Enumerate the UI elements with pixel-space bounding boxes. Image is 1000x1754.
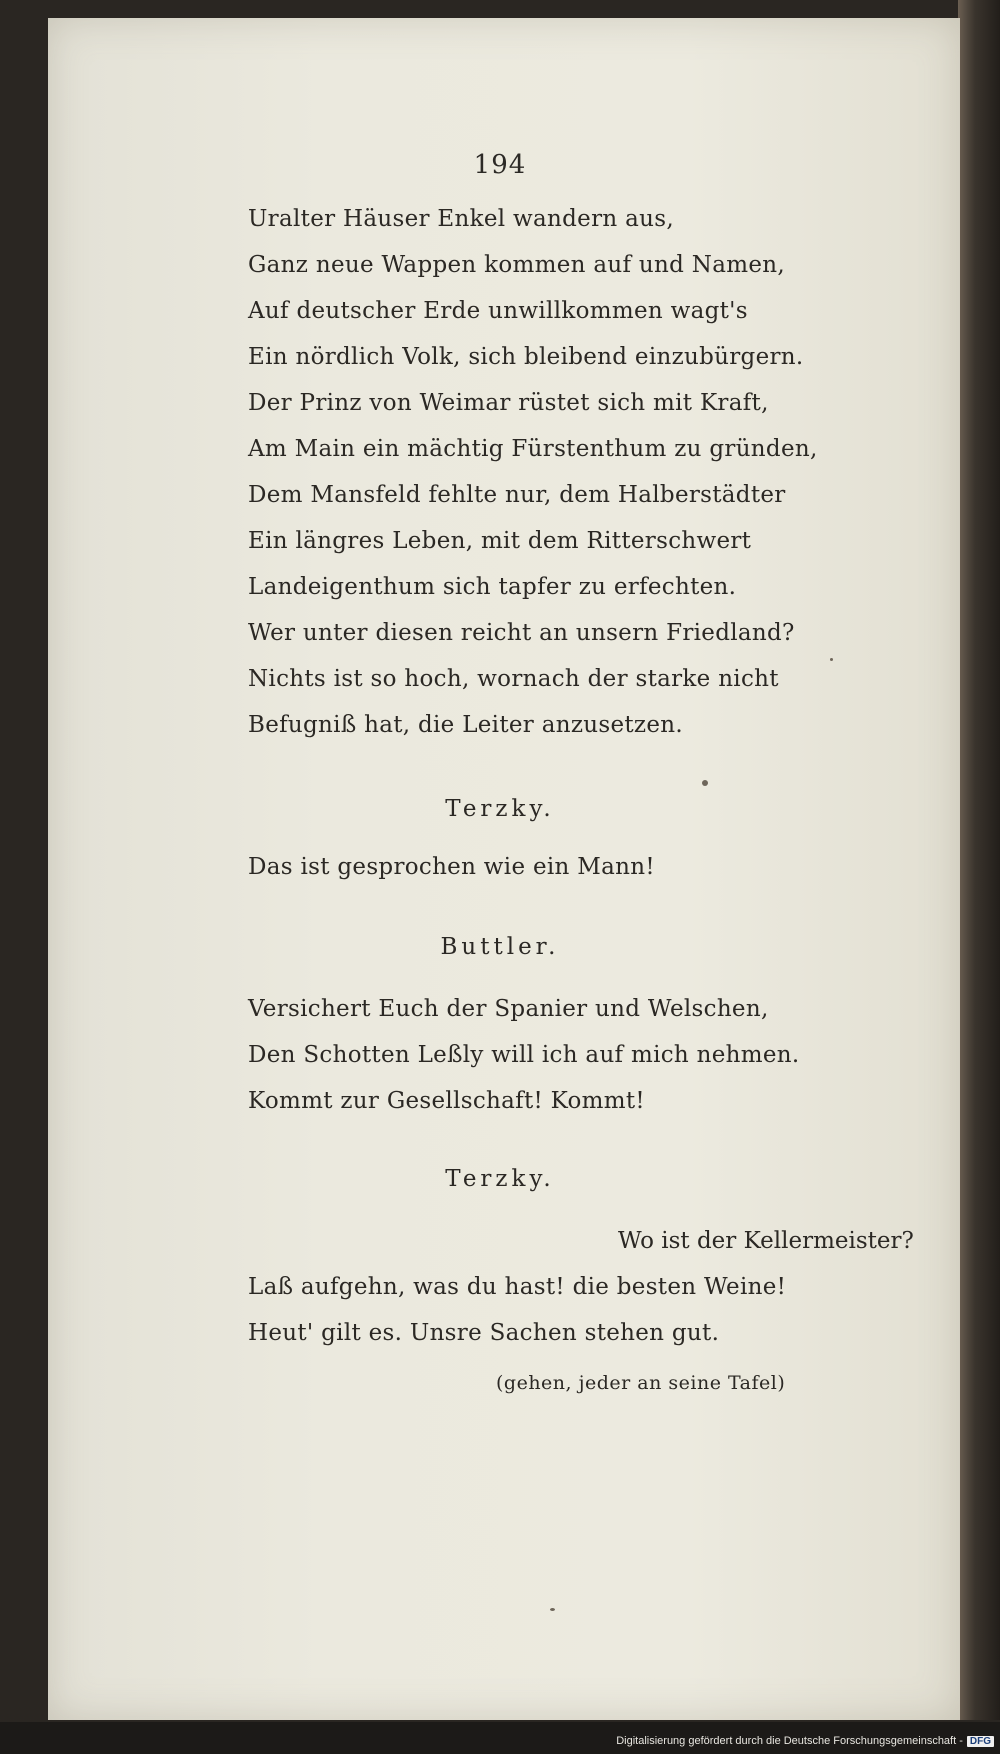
verse-line: Den Schotten Leßly will ich auf mich nehmen.	[248, 1042, 800, 1068]
speaker-name: Buttler.	[440, 934, 560, 960]
paper-speck	[830, 658, 833, 661]
verse-line: Am Main ein mächtig Fürstenthum zu gründen,	[248, 436, 818, 462]
speaker-name: Terzky.	[445, 796, 555, 822]
verse-line: Heut' gilt es. Unsre Sachen stehen gut.	[248, 1320, 720, 1346]
dialogue-line: Wo ist der Kellermeister?	[618, 1228, 914, 1254]
verse-line: Wer unter diesen reicht an unsern Friedland?	[248, 620, 795, 646]
verse-line: Dem Mansfeld fehlte nur, dem Halberstädter	[248, 482, 786, 508]
verse-line: Landeigenthum sich tapfer zu erfechten.	[248, 574, 737, 600]
speaker-name: Terzky.	[445, 1166, 555, 1192]
verse-line: Ein nördlich Volk, sich bleibend einzubürgern.	[248, 344, 804, 370]
verse-line: Kommt zur Gesellschaft! Kommt!	[248, 1088, 645, 1114]
verse-line: Laß aufgehn, was du hast! die besten Weine!	[248, 1274, 787, 1300]
paper-speck	[702, 780, 708, 786]
book-edge	[958, 0, 1000, 1720]
paper-speck	[550, 1608, 555, 1611]
verse-line: Versichert Euch der Spanier und Welschen,	[248, 996, 769, 1022]
dialogue-line: Das ist gesprochen wie ein Mann!	[248, 854, 655, 880]
stage-direction: (gehen, jeder an seine Tafel)	[496, 1372, 786, 1394]
dfg-logo: DFG	[967, 1736, 994, 1747]
verse-line: Nichts ist so hoch, wornach der starke nicht	[248, 666, 779, 692]
verse-line: Auf deutscher Erde unwillkommen wagt's	[248, 298, 748, 324]
verse-line: Der Prinz von Weimar rüstet sich mit Kraft,	[248, 390, 769, 416]
page-number: 194	[473, 150, 527, 180]
verse-line: Ein längres Leben, mit dem Ritterschwert	[248, 528, 752, 554]
verse-line: Uralter Häuser Enkel wandern aus,	[248, 206, 674, 232]
digitization-credit	[616, 1735, 994, 1747]
verse-line: Ganz neue Wappen kommen auf und Namen,	[248, 252, 785, 278]
verse-line: Befugniß hat, die Leiter anzusetzen.	[248, 712, 683, 738]
credit-text: Digitalisierung gefördert durch die Deutsche Forschungsgemeinschaft -	[616, 1735, 963, 1747]
